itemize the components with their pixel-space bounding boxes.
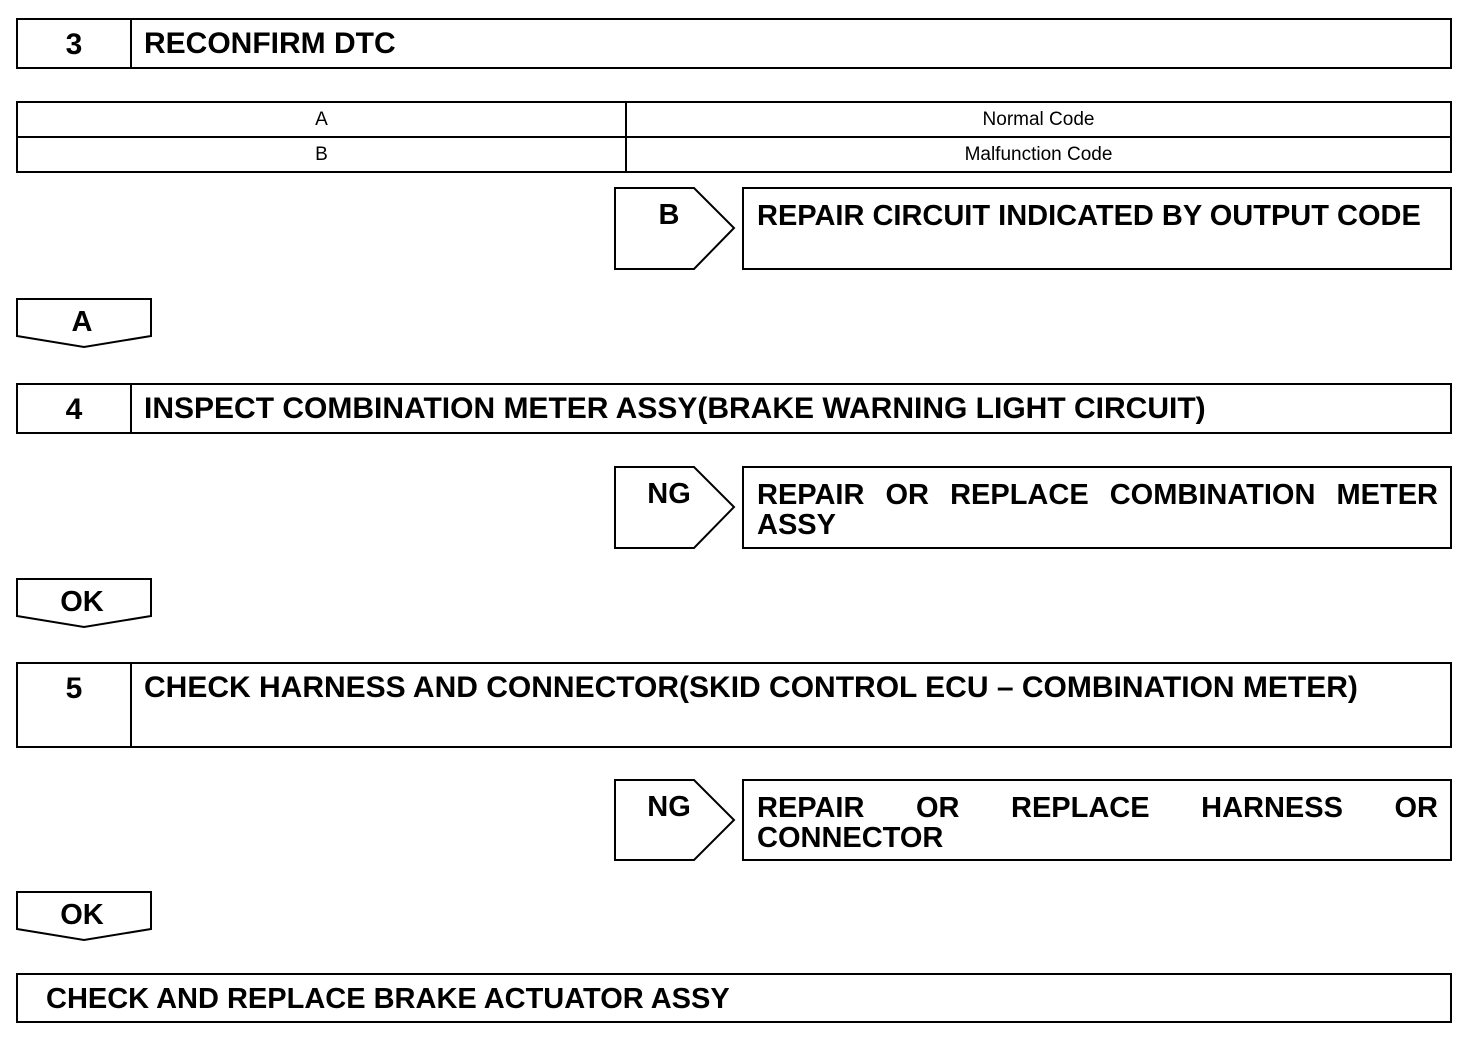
step-3-box bbox=[16, 18, 1452, 69]
table-row bbox=[17, 137, 1451, 172]
branch-ng-5-arrow bbox=[614, 779, 742, 861]
branch-ng-4-label: NG bbox=[647, 478, 691, 510]
table-cell-value: Malfunction Code bbox=[626, 137, 1451, 172]
result-ok-5-arrow bbox=[16, 891, 152, 943]
branch-b-arrow bbox=[614, 187, 742, 270]
branch-b-action: REPAIR CIRCUIT INDICATED BY OUTPUT CODE bbox=[742, 187, 1452, 270]
final-step-box: CHECK AND REPLACE BRAKE ACTUATOR ASSY bbox=[16, 973, 1452, 1023]
result-a-arrow bbox=[16, 298, 152, 350]
result-ok-4-label: OK bbox=[60, 586, 104, 618]
branch-ng-5-label: NG bbox=[647, 791, 691, 823]
step-4-title: INSPECT COMBINATION METER ASSY(BRAKE WARNING LIGHT CIRCUIT) bbox=[144, 392, 1206, 425]
branch-b-label: B bbox=[658, 199, 680, 231]
dtc-result-table bbox=[16, 101, 1452, 173]
table-row bbox=[17, 102, 1451, 137]
branch-ng-4-action: REPAIR OR REPLACE COMBINATION METER ASSY bbox=[742, 466, 1452, 549]
step-4-number: 4 bbox=[18, 385, 132, 432]
result-ok-5-label: OK bbox=[60, 899, 104, 931]
step-5-number: 5 bbox=[18, 664, 132, 746]
step-4-box bbox=[16, 383, 1452, 434]
step-3-number: 3 bbox=[18, 20, 132, 67]
table-cell-key: A bbox=[17, 102, 626, 137]
branch-ng-4-arrow bbox=[614, 466, 742, 549]
step-5-box bbox=[16, 662, 1452, 748]
result-a-label: A bbox=[71, 306, 93, 338]
table-cell-value: Normal Code bbox=[626, 102, 1451, 137]
step-5-title: CHECK HARNESS AND CONNECTOR(SKID CONTROL ECU – COMBINATION METER) bbox=[144, 671, 1358, 704]
step-3-title: RECONFIRM DTC bbox=[144, 27, 396, 60]
result-ok-4-arrow bbox=[16, 578, 152, 630]
branch-ng-5-action: REPAIR OR REPLACE HARNESS OR CONNECTOR bbox=[742, 779, 1452, 861]
table-cell-key: B bbox=[17, 137, 626, 172]
